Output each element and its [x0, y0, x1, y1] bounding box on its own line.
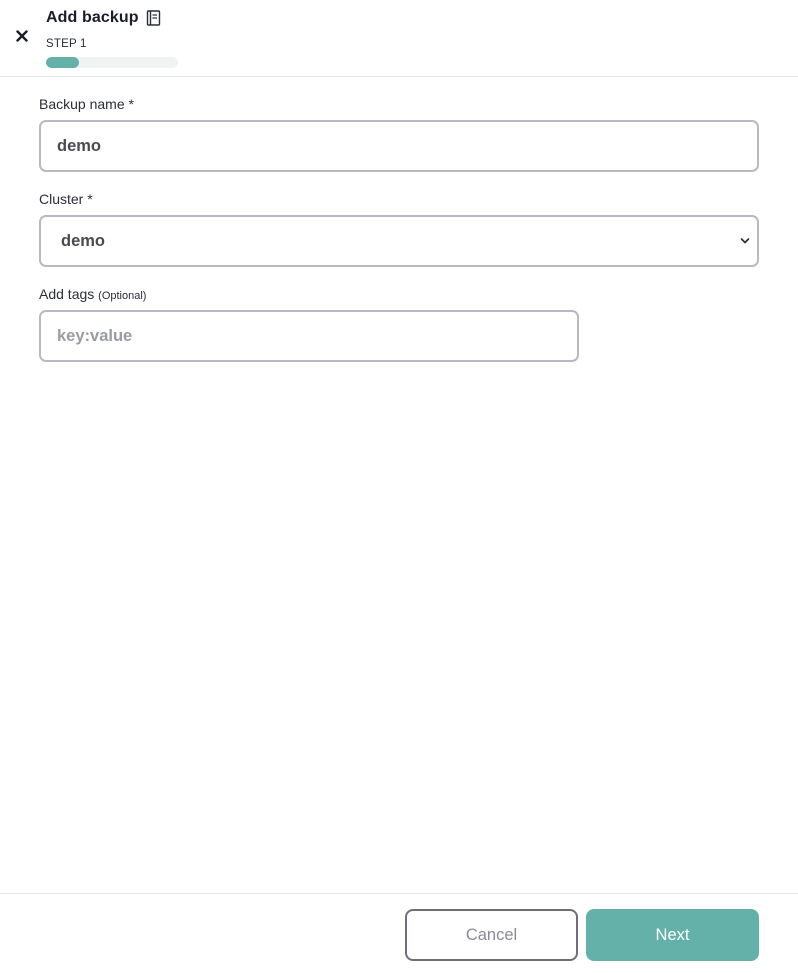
backup-name-input[interactable]	[39, 120, 759, 172]
tags-label	[39, 286, 146, 302]
backup-name-label: Backup name *	[39, 96, 134, 112]
cluster-label: Cluster *	[39, 191, 93, 207]
cluster-select[interactable]	[39, 215, 759, 267]
panel-header	[0, 0, 798, 77]
step-label: STEP 1	[46, 38, 87, 50]
step-progress-fill	[46, 57, 79, 68]
page-title: Add backup	[46, 9, 139, 26]
panel-footer	[0, 893, 798, 973]
title-row	[46, 7, 161, 29]
close-icon	[16, 30, 28, 42]
next-button[interactable]: Next	[586, 909, 759, 961]
tags-input[interactable]	[39, 310, 579, 362]
document-icon[interactable]	[146, 10, 161, 26]
optional-hint: (Optional)	[98, 290, 147, 302]
cluster-selected-value: demo	[61, 231, 106, 250]
step-progress-bar	[46, 57, 178, 68]
chevron-down-icon	[740, 236, 750, 246]
tags-label-text: Add tags	[39, 286, 95, 302]
close-button[interactable]	[12, 26, 32, 46]
cancel-button[interactable]: Cancel	[405, 909, 578, 961]
